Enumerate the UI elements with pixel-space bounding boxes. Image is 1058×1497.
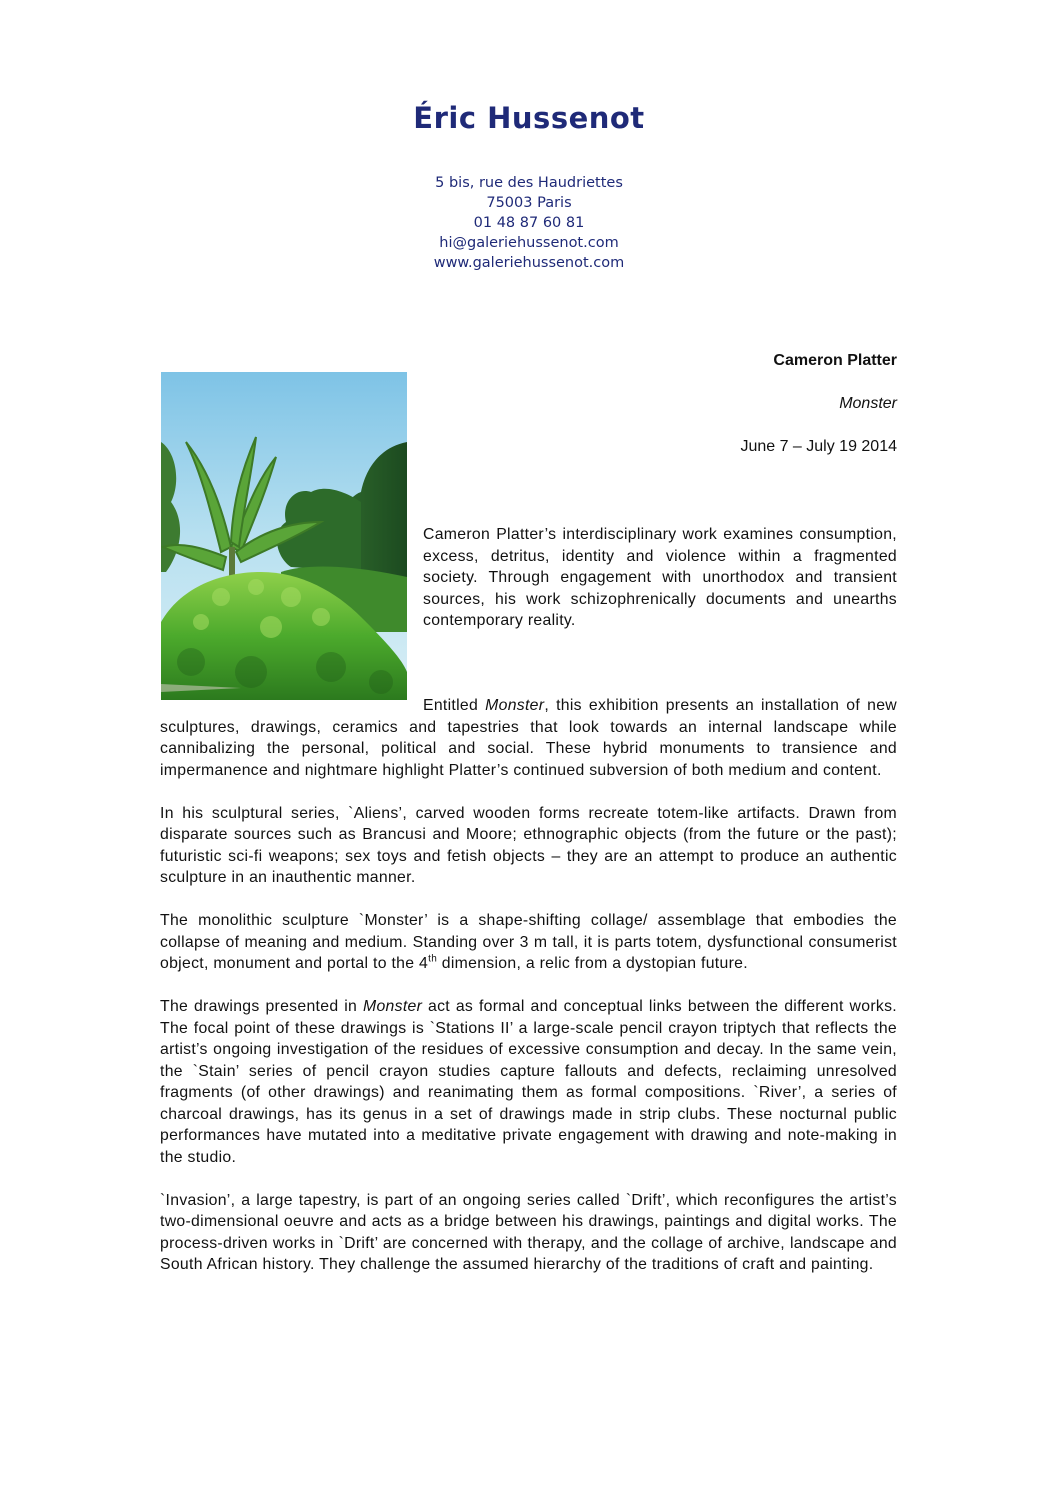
paragraph-text: act as formal and conceptual links between the different works. The focal point of these drawings is `Stations II’ a large-scale pencil crayon triptych that reflects the artist’s ongoing investigation of the residues of excessive consumption and decay. In the same vein, the `Stain’ series of pencil crayon studies capture fallouts and defects, reclaiming unresolved fragments (of other drawings) and reanimating them as formal compositions. `River’, a series of charcoal drawings, has its genus in a set of drawings made in strip clubs. These nocturnal public performances have mutated into a meditative private engagement with drawing and note-making in the studio. bbox=[160, 998, 897, 1166]
exhibition-title-italic: Monster bbox=[363, 998, 423, 1015]
paragraph-text: Entitled bbox=[423, 697, 486, 714]
address-street: 5 bis, rue des Haudriettes bbox=[435, 175, 623, 191]
exhibition-dates: June 7 – July 19 2014 bbox=[740, 438, 897, 455]
paragraph-drawings bbox=[160, 996, 897, 1168]
paragraph-monster-sculpture bbox=[160, 910, 897, 975]
exhibition-info bbox=[500, 350, 897, 458]
body-text bbox=[160, 695, 897, 1297]
phone-number: 01 48 87 60 81 bbox=[473, 215, 585, 231]
letterhead bbox=[0, 95, 1058, 273]
landscape-photo bbox=[161, 372, 407, 700]
paragraph-invasion: `Invasion’, a large tapestry, is part of an ongoing series called `Drift’, which reconfigures the artist’s two-dimensional oeuvre and acts as a bridge between his drawings, paintings and digital works. The process-driven works in `Drift’ are concerned with therapy, and the collage of archive, landscape and South African history. They challenge the assumed hierarchy of the traditions of craft and painting. bbox=[160, 1191, 897, 1273]
website-url: www.galeriehussenot.com bbox=[433, 255, 625, 271]
gallery-name: Éric Hussenot bbox=[413, 101, 645, 135]
intro-paragraph: Cameron Platter’s interdisciplinary work examines consumption, excess, detritus, identity and violence within a fragmented society. Through engagement with unorthodox and transient sources, his work schizophrenically documents and unearths contemporary reality. bbox=[423, 526, 897, 629]
paragraph-text: , this exhibition presents an installation of new sculptures, drawings, ceramics and tapestries that look towards an internal landscape while cannibalizing the personal, political and social. These hybrid monuments to transience and impermanence and nightmare highlight Platter’s continued subversion of both medium and content. bbox=[160, 697, 898, 779]
paragraph-aliens: In his sculptural series, `Aliens’, carved wooden forms recreate totem-like artifacts. Drawn from disparate sources such as Brancusi and Moore; ethnographic objects (from the future or the past); futuristic sci-fi weapons; sex toys and fetish objects – they are an attempt to produce an authentic sculpture in an inauthentic manner. bbox=[160, 804, 897, 886]
paragraph-text: dimension, a relic from a dystopian future. bbox=[437, 955, 748, 972]
email-address: hi@galeriehussenot.com bbox=[439, 235, 619, 251]
paragraph-exhibition bbox=[160, 695, 897, 781]
exhibition-title: Monster bbox=[839, 395, 897, 412]
artist-name: Cameron Platter bbox=[773, 352, 897, 369]
paragraph-text: The drawings presented in bbox=[160, 998, 363, 1015]
exhibition-title-italic: Monster bbox=[485, 697, 545, 714]
superscript: th bbox=[428, 953, 438, 965]
address-city: 75003 Paris bbox=[486, 195, 572, 211]
paragraph-text: The monolithic sculpture `Monster’ is a shape-shifting collage/ assemblage that embodies the collapse of meaning and medium. Standing over 3 m tall, it is parts totem, dysfunctional consumerist object, monument and portal to the 4 bbox=[160, 912, 897, 972]
gallery-address bbox=[0, 173, 1058, 273]
